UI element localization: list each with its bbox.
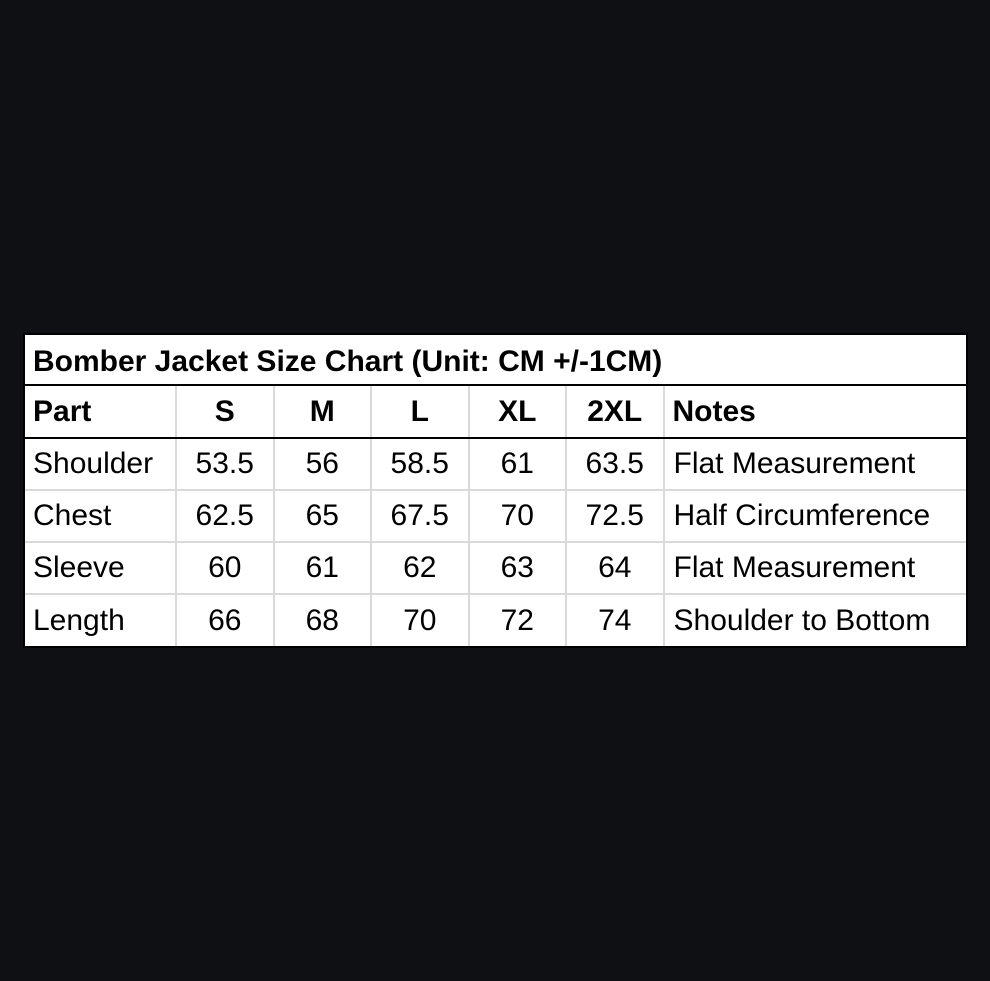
size-cell: 66 [176, 594, 274, 646]
size-cell: 67.5 [371, 490, 469, 542]
size-cell: 60 [176, 542, 274, 594]
header-size-xl: XL [469, 386, 567, 438]
size-cell: 61 [274, 542, 372, 594]
size-cell: 74 [566, 594, 664, 646]
size-cell: 63 [469, 542, 567, 594]
header-size-s: S [176, 386, 274, 438]
table-row [25, 542, 966, 594]
size-cell: 65 [274, 490, 372, 542]
size-table [25, 386, 966, 646]
size-chart [23, 333, 968, 648]
size-cell: 70 [469, 490, 567, 542]
table-row [25, 490, 966, 542]
size-cell: 58.5 [371, 438, 469, 490]
table-row [25, 438, 966, 490]
part-cell: Sleeve [25, 542, 176, 594]
notes-cell: Flat Measurement [664, 542, 967, 594]
header-notes: Notes [664, 386, 967, 438]
table-row [25, 594, 966, 646]
size-cell: 64 [566, 542, 664, 594]
notes-cell: Half Circumference [664, 490, 967, 542]
part-cell: Length [25, 594, 176, 646]
size-cell: 61 [469, 438, 567, 490]
header-size-2xl: 2XL [566, 386, 664, 438]
size-cell: 70 [371, 594, 469, 646]
size-chart-title: Bomber Jacket Size Chart (Unit: CM +/-1CM) [25, 335, 966, 386]
size-cell: 72.5 [566, 490, 664, 542]
notes-cell: Flat Measurement [664, 438, 967, 490]
size-cell: 63.5 [566, 438, 664, 490]
header-part: Part [25, 386, 176, 438]
notes-cell: Shoulder to Bottom [664, 594, 967, 646]
header-row [25, 386, 966, 438]
header-size-l: L [371, 386, 469, 438]
size-cell: 62 [371, 542, 469, 594]
part-cell: Shoulder [33, 447, 154, 480]
size-cell: 56 [274, 438, 372, 490]
size-cell: 68 [274, 594, 372, 646]
size-cell: 72 [469, 594, 567, 646]
header-size-m: M [274, 386, 372, 438]
part-cell: Chest [25, 490, 176, 542]
size-cell: 53.5 [176, 438, 274, 490]
size-cell: 62.5 [176, 490, 274, 542]
